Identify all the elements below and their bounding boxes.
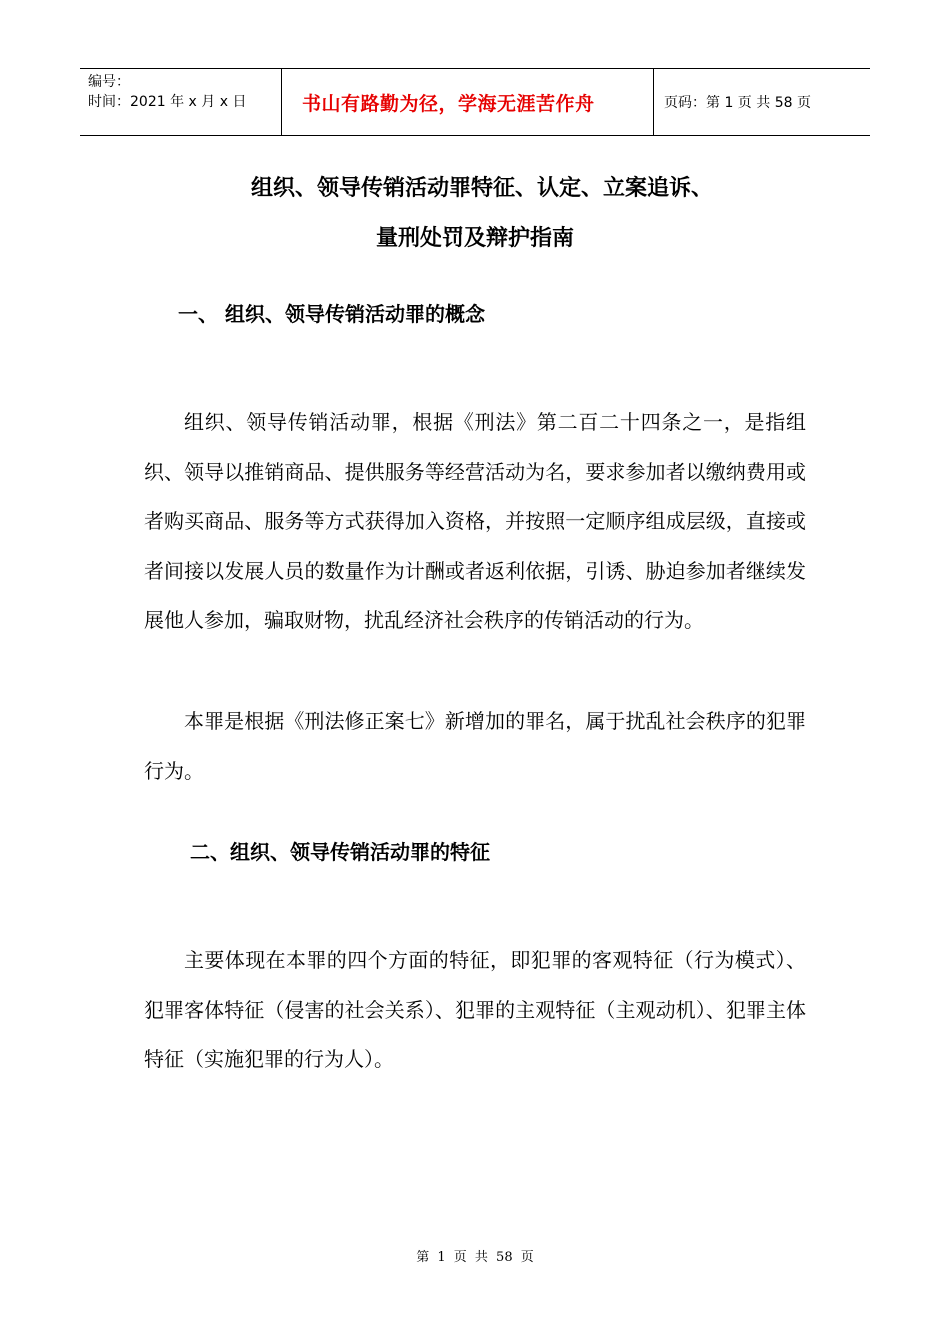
section-2-paragraph-1: 主要体现在本罪的四个方面的特征，即犯罪的客观特征（行为模式）、犯罪客体特征（侵害的社会关系）、犯罪的主观特征（主观动机）、犯罪主体特征（实施犯罪的行为人）。 (144, 948, 806, 1071)
page-footer: 第 1 页 共 58 页 (416, 1250, 534, 1265)
document-header (80, 68, 870, 136)
section-1-heading: 一、 组织、领导传销活动罪的概念 (178, 302, 485, 326)
header-motto: 书山有路勤为径，学海无涯苦作舟 (282, 69, 654, 135)
document-title-line-2: 量刑处罚及辩护指南 (375, 226, 574, 251)
document-title-line-1: 组织、领导传销活动罪特征、认定、立案追诉、 (250, 176, 713, 201)
section-2-heading: 二、组织、领导传销活动罪的特征 (190, 840, 490, 864)
document-date-label: 时间：2021 年 x 月 x 日 (88, 94, 247, 110)
section-1-paragraph-1: 组织、领导传销活动罪，根据《刑法》第二百二十四条之一，是指组织、领导以推销商品、提供服务等经营活动为名，要求参加者以缴纳费用或者购买商品、服务等方式获得加入资格，并按照一定顺序组成层级，直接或者间接以发展人员的数量作为计酬或者返利依据，引诱、胁迫参加者继续发展他人参加，骗取财物，扰乱经济社会秩序的传销活动的行为。 (144, 410, 806, 632)
document-number-label: 编号： (88, 74, 130, 90)
header-page-info: 页码：第 1 页 共 58 页 (664, 95, 811, 111)
section-1-paragraph-2: 本罪是根据《刑法修正案七》新增加的罪名，属于扰乱社会秩序的犯罪行为。 (144, 709, 806, 783)
header-meta (80, 69, 282, 135)
